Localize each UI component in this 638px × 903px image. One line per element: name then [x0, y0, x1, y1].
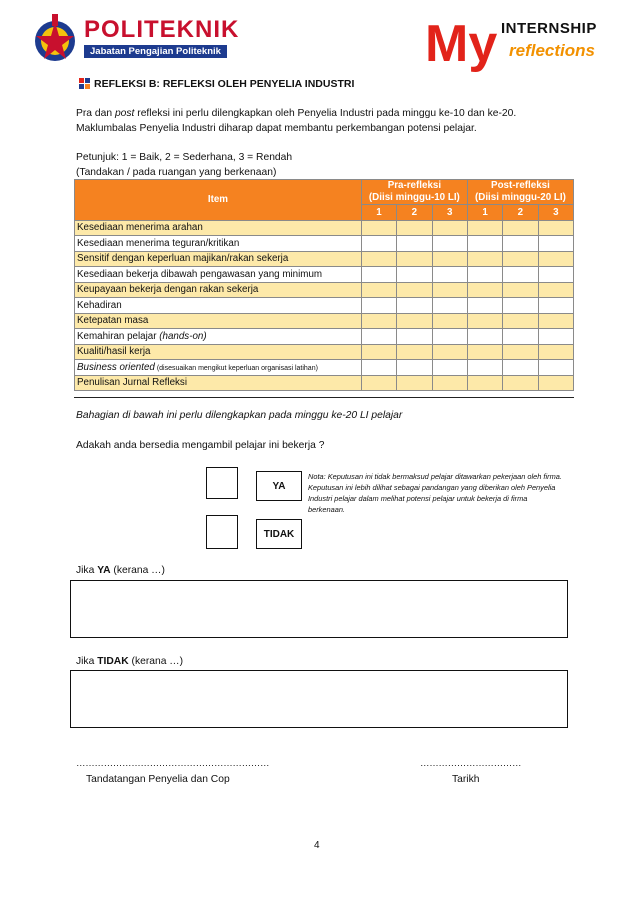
rating-cell[interactable]	[361, 313, 396, 329]
item-label-text: Kemahiran pelajar	[77, 330, 160, 342]
no-checkbox[interactable]	[206, 515, 238, 549]
item-label	[75, 236, 362, 252]
rating-header-2: 3	[432, 205, 467, 221]
intro-line1-pre: Pra dan	[76, 108, 115, 119]
section-title: REFLEKSI B: REFLEKSI OLEH PENYELIA INDUSTRI	[94, 78, 355, 90]
rating-cell[interactable]	[361, 282, 396, 298]
rating-cell[interactable]	[538, 329, 573, 345]
item-label-text: Kesediaan menerima teguran/kritikan	[77, 237, 240, 249]
signature-label: Tandatangan Penyelia dan Cop	[86, 774, 230, 785]
rating-cell[interactable]	[503, 313, 538, 329]
rating-cell[interactable]	[397, 220, 432, 236]
rating-cell[interactable]	[361, 251, 396, 267]
decision-note: Nota: Keputusan ini tidak bermaksud pelajar ditawarkan pekerjaan oleh firma. Keputusan ini lebih dilihat sebagai pandangan yang diberikan oleh Penyelia Industri pelajar dalam melihat potensi pelajar untuk bekerja di firma berkenaan.	[308, 472, 562, 514]
rating-cell[interactable]	[538, 360, 573, 376]
rating-cell[interactable]	[397, 313, 432, 329]
item-label-tail: (hands-on)	[159, 330, 207, 342]
rating-cell[interactable]	[467, 344, 502, 360]
post-sub: (Diisi minggu-20 LI)	[474, 192, 566, 203]
rating-cell[interactable]	[467, 375, 502, 391]
post-title: Post-refleksi	[491, 180, 550, 191]
rating-cell[interactable]	[397, 236, 432, 252]
rating-cell[interactable]	[432, 282, 467, 298]
if-no-bold: TIDAK	[97, 656, 129, 667]
rating-cell[interactable]	[503, 298, 538, 314]
rating-cell[interactable]	[538, 282, 573, 298]
rating-header-4: 2	[503, 205, 538, 221]
table-row	[75, 313, 574, 329]
item-label	[75, 313, 362, 329]
rating-cell[interactable]	[538, 251, 573, 267]
politeknik-subtitle: Jabatan Pengajian Politeknik	[84, 45, 227, 58]
intro-line2: Maklumbalas Penyelia Industri diharap dapat membantu perkembangan potensi pelajar.	[76, 123, 477, 134]
rating-cell[interactable]	[538, 375, 573, 391]
item-label-text: Kualiti/hasil kerja	[77, 346, 151, 358]
if-yes-bold: YA	[97, 565, 111, 576]
rating-cell[interactable]	[467, 360, 502, 376]
item-label	[75, 282, 362, 298]
post-reflection-header	[467, 180, 573, 205]
item-label	[75, 360, 362, 376]
instructions-line1: Petunjuk: 1 = Baik, 2 = Sederhana, 3 = Rendah	[76, 152, 293, 163]
instructions-line2: (Tandakan / pada ruangan yang berkenaan)	[76, 167, 277, 178]
rating-cell[interactable]	[432, 220, 467, 236]
rating-cell[interactable]	[467, 329, 502, 345]
rating-cell[interactable]	[361, 220, 396, 236]
rating-cell[interactable]	[397, 329, 432, 345]
yes-checkbox[interactable]	[206, 467, 238, 499]
rating-cell[interactable]	[361, 375, 396, 391]
item-label-text: Ketepatan masa	[77, 315, 149, 327]
no-label: TIDAK	[256, 519, 302, 549]
if-no-textarea[interactable]	[70, 670, 568, 728]
brand-reflections: reflections	[509, 41, 595, 60]
rating-cell[interactable]	[538, 298, 573, 314]
bullet-icon	[78, 77, 91, 90]
rating-cell[interactable]	[467, 282, 502, 298]
table-row	[75, 360, 574, 376]
item-label	[75, 375, 362, 391]
if-no-label	[76, 656, 183, 667]
rating-cell[interactable]	[503, 267, 538, 283]
rating-cell[interactable]	[503, 220, 538, 236]
intro-paragraph	[76, 106, 562, 136]
if-yes-textarea[interactable]	[70, 580, 568, 638]
if-yes-label	[76, 565, 165, 576]
if-yes-post: (kerana …)	[110, 565, 165, 576]
rating-cell[interactable]	[361, 360, 396, 376]
item-label-text: Kesediaan menerima arahan	[77, 222, 203, 234]
rating-cell[interactable]	[432, 313, 467, 329]
rating-cell[interactable]	[467, 267, 502, 283]
rating-cell[interactable]	[503, 344, 538, 360]
if-no-post: (kerana …)	[128, 656, 184, 667]
item-header: Item	[75, 180, 362, 221]
rating-cell[interactable]	[467, 313, 502, 329]
rating-cell[interactable]	[397, 375, 432, 391]
item-label	[75, 251, 362, 267]
rating-cell[interactable]	[361, 236, 396, 252]
item-label	[75, 329, 362, 345]
item-label-text: Kesediaan bekerja dibawah pengawasan yang minimum	[77, 268, 323, 280]
rating-cell[interactable]	[432, 375, 467, 391]
rating-cell[interactable]	[538, 344, 573, 360]
divider	[74, 397, 574, 398]
brand-internship: INTERNSHIP	[501, 20, 597, 37]
rating-header-5: 3	[538, 205, 573, 221]
rating-cell[interactable]	[503, 375, 538, 391]
rating-cell[interactable]	[432, 267, 467, 283]
rating-cell[interactable]	[467, 220, 502, 236]
intro-line1-post: refleksi ini perlu dilengkapkan oleh Penyelia Industri pada minggu ke-10 dan ke-20.	[134, 108, 517, 119]
rating-cell[interactable]	[503, 251, 538, 267]
item-label	[75, 267, 362, 283]
table-row	[75, 375, 574, 391]
page-number: 4	[314, 840, 320, 851]
table-row	[75, 329, 574, 345]
rating-cell[interactable]	[397, 282, 432, 298]
item-label-tail: (disesuaikan mengikut keperluan organisasi latihan)	[154, 364, 318, 372]
politeknik-logo	[30, 12, 260, 67]
rating-cell[interactable]	[538, 236, 573, 252]
rating-cell[interactable]	[432, 251, 467, 267]
rating-header-1: 2	[397, 205, 432, 221]
item-label-text: Sensitif dengan keperluan majikan/rakan sekerja	[77, 253, 289, 265]
rating-cell[interactable]	[503, 329, 538, 345]
rating-header-0: 1	[361, 205, 396, 221]
rating-cell[interactable]	[432, 236, 467, 252]
item-label-text: Business oriented	[77, 361, 155, 373]
if-no-pre: Jika	[76, 656, 98, 667]
rating-cell[interactable]	[432, 329, 467, 345]
rating-cell[interactable]	[503, 360, 538, 376]
pre-title: Pra-refleksi	[387, 180, 442, 191]
myinternship-logo	[425, 14, 625, 76]
rating-table	[74, 179, 574, 391]
item-label-text: Kehadiran	[77, 299, 122, 311]
rating-cell[interactable]	[397, 267, 432, 283]
rating-cell[interactable]	[397, 298, 432, 314]
table-row	[75, 344, 574, 360]
yes-label: YA	[256, 471, 302, 501]
table-row	[75, 220, 574, 236]
rating-cell[interactable]	[397, 360, 432, 376]
item-label-text: Penulisan Jurnal Refleksi	[77, 377, 187, 389]
table-row	[75, 267, 574, 283]
table-row	[75, 251, 574, 267]
rating-cell[interactable]	[432, 344, 467, 360]
rating-cell[interactable]	[432, 298, 467, 314]
instructions	[76, 150, 562, 180]
table-row	[75, 282, 574, 298]
table-row	[75, 298, 574, 314]
table-row	[75, 236, 574, 252]
date-label: Tarikh	[452, 774, 480, 785]
if-yes-pre: Jika	[76, 565, 98, 576]
rating-cell[interactable]	[503, 282, 538, 298]
date-line: ……………………………	[420, 758, 522, 769]
politeknik-wordmark: POLITEKNIK	[84, 16, 240, 43]
rating-cell[interactable]	[503, 236, 538, 252]
pre-sub: (Diisi minggu-10 LI)	[368, 192, 460, 203]
rating-header-3: 1	[467, 205, 502, 221]
item-label	[75, 344, 362, 360]
rating-cell[interactable]	[361, 298, 396, 314]
rating-cell[interactable]	[538, 267, 573, 283]
item-label	[75, 298, 362, 314]
pre-reflection-header	[361, 180, 467, 205]
brand-my: My	[425, 15, 498, 73]
rating-cell[interactable]	[361, 344, 396, 360]
signature-line: ………………………………………………………	[76, 758, 270, 769]
rating-cell[interactable]	[361, 329, 396, 345]
rating-cell[interactable]	[397, 251, 432, 267]
rating-cell[interactable]	[432, 360, 467, 376]
intro-line1-em: post	[114, 108, 135, 119]
rating-cell[interactable]	[397, 344, 432, 360]
rating-cell[interactable]	[467, 236, 502, 252]
rating-cell[interactable]	[467, 298, 502, 314]
question: Adakah anda bersedia mengambil pelajar ini bekerja ?	[76, 440, 325, 451]
week20-note: Bahagian di bawah ini perlu dilengkapkan pada minggu ke-20 LI pelajar	[76, 410, 403, 421]
rating-cell[interactable]	[361, 267, 396, 283]
item-label-text: Keupayaan bekerja dengan rakan sekerja	[77, 284, 259, 296]
item-label	[75, 220, 362, 236]
rating-cell[interactable]	[538, 313, 573, 329]
rating-cell[interactable]	[538, 220, 573, 236]
politeknik-emblem-icon	[30, 14, 80, 64]
rating-cell[interactable]	[467, 251, 502, 267]
